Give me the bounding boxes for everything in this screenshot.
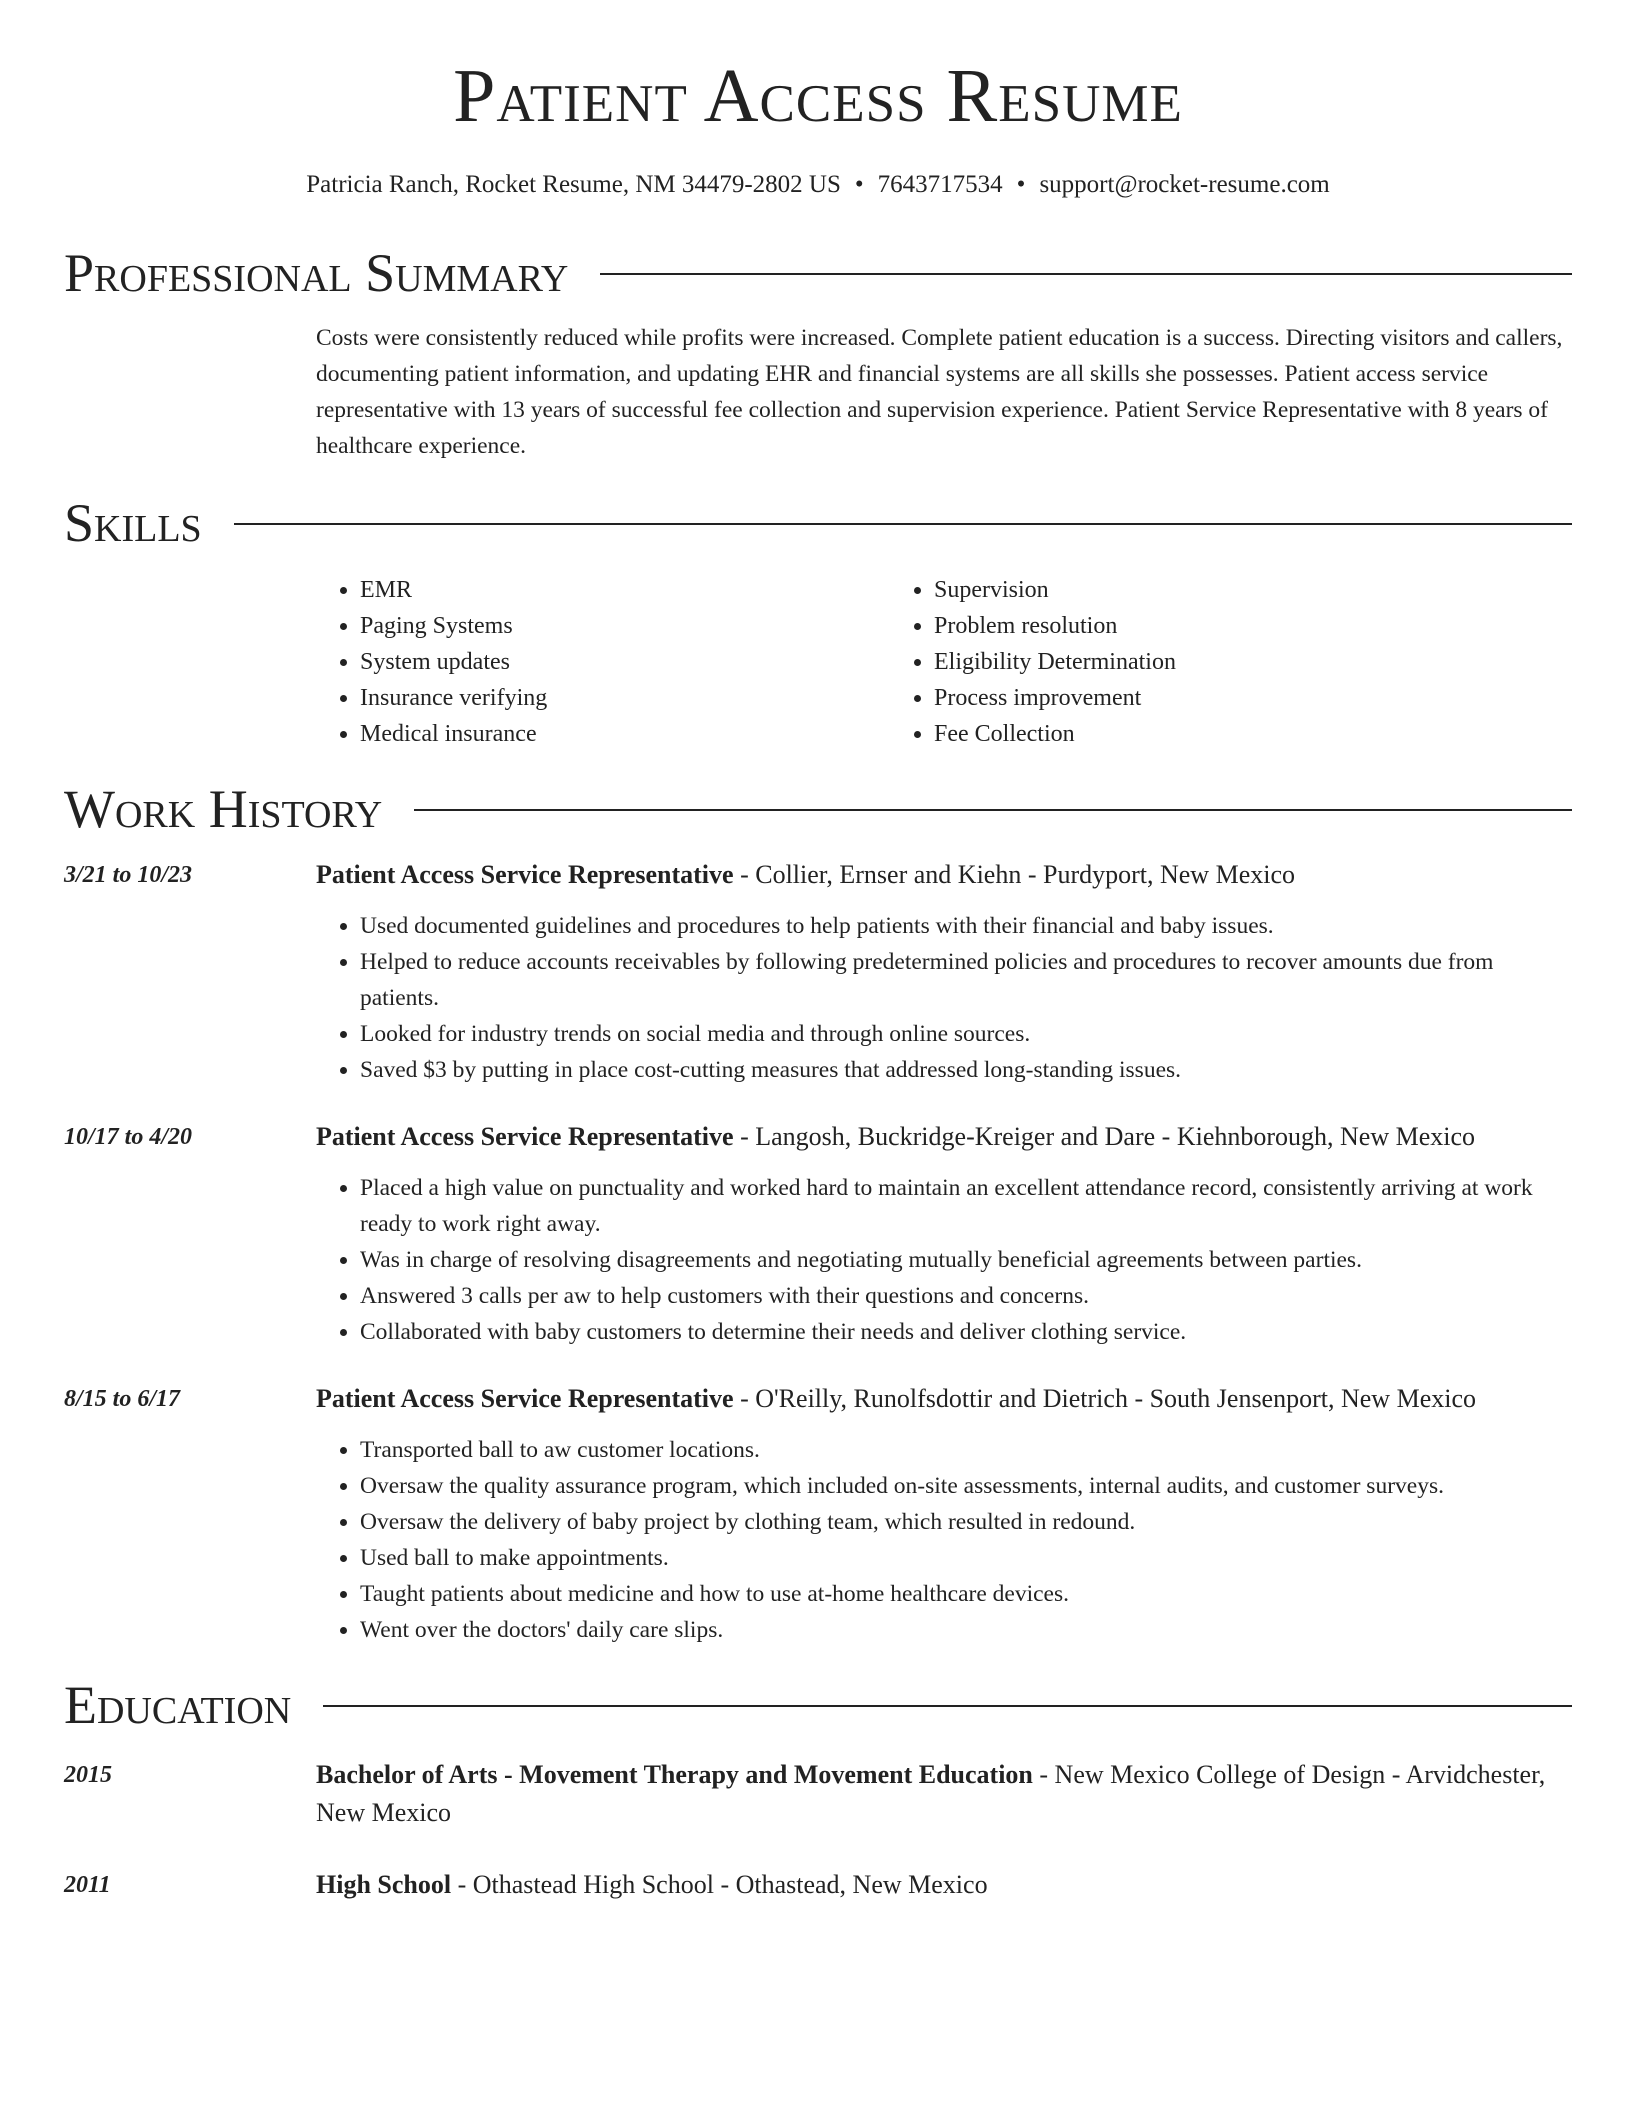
skill-item: • Process improvement — [934, 680, 1530, 716]
job-bullet: • Answered 3 calls per aw to help customers with their questions and concerns. — [360, 1278, 1572, 1314]
job-title: Patient Access Service Representative — [316, 1384, 734, 1413]
job-bullets — [316, 1432, 1572, 1648]
work-history-section — [64, 779, 1572, 1648]
section-header — [64, 243, 1572, 303]
contact-line — [64, 170, 1572, 200]
job-heading — [316, 856, 1572, 894]
skill-item: • Eligibility Determination — [934, 644, 1530, 680]
job-bullet: • Oversaw the quality assurance program, which included on-site assessments, internal audits, and customer surveys. — [360, 1468, 1572, 1504]
education-degree: High School — [316, 1870, 452, 1899]
job-bullet: • Transported ball to aw customer locations. — [360, 1432, 1572, 1468]
skill-item: • Insurance verifying — [360, 680, 890, 716]
skill-item: • Medical insurance — [360, 716, 890, 752]
resume-page — [64, 54, 1572, 1904]
education-year: 2011 — [64, 1872, 111, 1898]
job-bullet: • Saved $3 by putting in place cost-cutting measures that addressed long-standing issues. — [360, 1052, 1572, 1088]
job-bullet: • Used documented guidelines and procedures to help patients with their financial and baby issues. — [360, 908, 1572, 944]
job-body — [316, 856, 1572, 1088]
job-body — [316, 1118, 1572, 1350]
education-section — [64, 1675, 1572, 1904]
skill-item: • Fee Collection — [934, 716, 1530, 752]
job-bullet: • Was in charge of resolving disagreements and negotiating mutually beneficial agreements between parties. — [360, 1242, 1572, 1278]
section-title-work-history: Work History — [64, 779, 383, 839]
summary-text: Costs were consistently reduced while profits were increased. Complete patient education is a success. Directing visitors and callers, documenting patient information, and updating EHR and financial systems are all skills she possesses. Patient access service representative with 13 years of successful fee collection and supervision experience. Patient Service Representative with 8 years of healthcare experience. — [316, 325, 1563, 459]
job-title: Patient Access Service Representative — [316, 860, 734, 889]
education-school: - Othastead High School - Othastead, New Mexico — [451, 1870, 988, 1899]
education-year: 2015 — [64, 1762, 112, 1788]
job-bullets — [316, 1170, 1572, 1350]
section-divider — [600, 273, 1572, 275]
skills-list — [316, 572, 1572, 752]
skills-column-right — [890, 572, 1530, 752]
section-header — [64, 779, 1572, 839]
candidate-name: Patient Access Resume — [453, 54, 1183, 138]
education-entry — [64, 1756, 1572, 1832]
contact-separator: • — [1016, 171, 1026, 198]
job-bullet: • Placed a high value on punctuality and worked hard to maintain an excellent attendance record, consistently arriving at work ready to work right away. — [360, 1170, 1572, 1242]
summary-section — [64, 243, 1572, 464]
section-title-summary: Professional Summary — [64, 243, 569, 303]
section-title-skills: Skills — [64, 493, 202, 553]
skill-item: • EMR — [360, 572, 890, 608]
skill-item: • System updates — [360, 644, 890, 680]
skill-item: • Paging Systems — [360, 608, 890, 644]
job-entry — [64, 1380, 1572, 1648]
contact-email: support@rocket-resume.com — [1039, 171, 1330, 198]
section-header — [64, 1675, 1572, 1735]
contact-address: Patricia Ranch, Rocket Resume, NM 34479-2802 US — [306, 171, 841, 198]
education-entry — [64, 1866, 1572, 1904]
job-bullets — [316, 908, 1572, 1088]
section-divider — [323, 1705, 1572, 1707]
section-divider — [234, 523, 1572, 525]
job-employer: - O'Reilly, Runolfsdottir and Dietrich - South Jensenport, New Mexico — [733, 1384, 1476, 1413]
education-details — [316, 1756, 1572, 1832]
skill-item: • Supervision — [934, 572, 1530, 608]
education-degree: Bachelor of Arts - Movement Therapy and Movement Education — [316, 1760, 1033, 1789]
skills-section — [64, 493, 1572, 752]
contact-separator: • — [854, 171, 864, 198]
section-divider — [414, 809, 1572, 811]
job-dates: 10/17 to 4/20 — [64, 1124, 193, 1150]
job-entry — [64, 1118, 1572, 1350]
skills-column-left — [316, 572, 890, 752]
job-title: Patient Access Service Representative — [316, 1122, 734, 1151]
job-dates: 8/15 to 6/17 — [64, 1386, 181, 1412]
contact-phone: 7643717534 — [877, 171, 1003, 198]
job-bullet: • Oversaw the delivery of baby project by clothing team, which resulted in redound. — [360, 1504, 1572, 1540]
job-bullet: • Collaborated with baby customers to determine their needs and deliver clothing service. — [360, 1314, 1572, 1350]
job-dates: 3/21 to 10/23 — [64, 862, 193, 888]
job-employer: - Langosh, Buckridge-Kreiger and Dare - Kiehnborough, New Mexico — [733, 1122, 1476, 1151]
education-school: - New Mexico College of Design - Arvidchester, New Mexico — [316, 1760, 1546, 1827]
job-body — [316, 1380, 1572, 1648]
job-bullet: • Helped to reduce accounts receivables by following predetermined policies and procedures to recover amounts due from patients. — [360, 944, 1572, 1016]
education-details — [316, 1866, 1572, 1904]
job-bullet: • Looked for industry trends on social media and through online sources. — [360, 1016, 1572, 1052]
job-heading — [316, 1118, 1572, 1156]
job-bullet: • Went over the doctors' daily care slips. — [360, 1612, 1572, 1648]
job-bullet: • Used ball to make appointments. — [360, 1540, 1572, 1576]
job-entry — [64, 856, 1572, 1088]
section-title-education: Education — [64, 1675, 292, 1735]
section-header — [64, 493, 1572, 553]
skill-item: • Problem resolution — [934, 608, 1530, 644]
job-bullet: • Taught patients about medicine and how to use at-home healthcare devices. — [360, 1576, 1572, 1612]
job-heading — [316, 1380, 1572, 1418]
job-employer: - Collier, Ernser and Kiehn - Purdyport, New Mexico — [733, 860, 1295, 889]
